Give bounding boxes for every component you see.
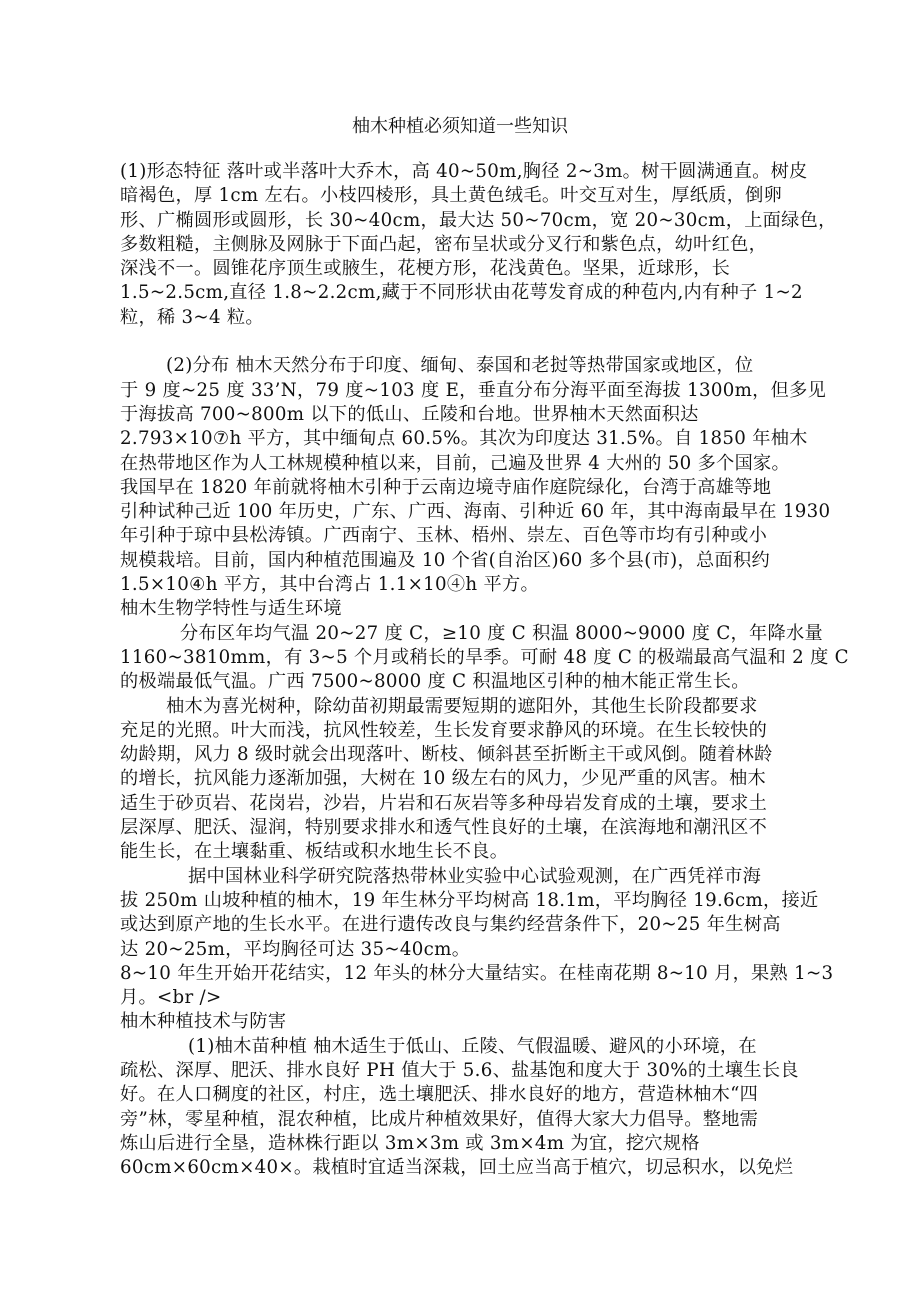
text-line: 1.5×10④h 平方，其中台湾占 1.1×10④h 平方。 xyxy=(120,574,539,596)
text-line: 幼龄期，风力 8 级时就会出现落叶、断枝、倾斜甚至折断主干或风倒。随着林龄 xyxy=(120,744,773,766)
text-line: 暗褐色，厚 1cm 左右。小枝四棱形，具土黄色绒毛。叶交互对生，厚纸质，倒卵 xyxy=(120,185,783,207)
text-line: 月。<br /> xyxy=(120,987,222,1009)
text-line: 拔 250m 山坡种植的柚木，19 年生林分平均树高 18.1m，平均胸径 19.6cm，接近 xyxy=(120,889,819,911)
text-line: 达 20~25m，平均胸径可达 35~40cm。 xyxy=(120,938,471,960)
text-line: 的极端最低气温。广西 7500~8000 度 C 积温地区引种的柚木能正常生长。 xyxy=(120,671,750,693)
text-line: 适生于砂页岩、花岗岩，沙岩，片岩和石灰岩等多种母岩发育成的土壤，要求土 xyxy=(120,792,768,814)
text-line: 年引种于琼中县松涛镇。广西南宁、玉林、梧州、崇左、百色等市均有引种或小 xyxy=(120,525,768,547)
text-line: (1)柚木苗种植 柚木适生于低山、丘陵、气假温暖、避风的小环境，在 xyxy=(188,1035,757,1057)
document-body xyxy=(120,160,849,1180)
text-line: 于海拔高 700~800m 以下的低山、丘陵和台地。世界柚木天然面积达 xyxy=(120,403,699,425)
text-line: 于 9 度~25 度 33’N，79 度~103 度 E，垂直分布分海平面至海拔 1300m，但多见 xyxy=(120,379,827,401)
text-line: 多数粗糙，主侧脉及网脉于下面凸起，密布呈状或分叉行和紫色点，幼叶红色， xyxy=(120,233,768,255)
text-line: 引种试种己近 100 年历史，广东、广西、海南、引种近 60 年，其中海南最早在 1930 xyxy=(120,501,831,523)
text-line: 充足的光照。叶大而浅，抗风性较差，生长发育要求静风的环境。在生长较快的 xyxy=(120,719,768,741)
text-line: 在热带地区作为人工林规模种植以来，目前，己遍及世界 4 大州的 50 多个国家。 xyxy=(120,452,791,474)
text-line: (1)形态特征 落叶或半落叶大乔木，高 40~50m,胸径 2~3m。树干圆满通直。树皮 xyxy=(120,161,808,182)
text-line: 能生长，在土壤黏重、板结或积水地生长不良。 xyxy=(120,841,509,863)
text-line: 旁”林，零星种植，混农种植，比成片种植效果好，值得大家大力倡导。整地需 xyxy=(120,1108,759,1130)
text-line: 我国早在 1820 年前就将柚木引种于云南边境寺庙作庭院绿化，台湾于高雄等地 xyxy=(120,476,772,498)
text-line: 8~10 年生开始开花结实，12 年头的林分大量结实。在桂南花期 8~10 月，果熟 1~3 xyxy=(120,962,834,984)
text-line: 或达到原产地的生长水平。在进行遗传改良与集约经营条件下，20~25 年生树高 xyxy=(120,914,781,936)
text-line: 2.793×10⑦h 平方，其中缅甸点 60.5%。其次为印度达 31.5%。自 1850 年柚木 xyxy=(120,428,808,450)
text-line: 深浅不一。圆锥花序顶生或腋生，花梗方形，花浅黄色。坚果，近球形，长 xyxy=(120,258,731,280)
text-line: 柚木生物学特性与适生环境 xyxy=(120,598,342,620)
text-line: 形、广椭圆形或圆形，长 30~40cm，最大达 50~70cm，宽 20~30cm，上面绿色， xyxy=(120,209,837,231)
text-line: (2)分布 柚木天然分布于印度、缅甸、泰国和老挝等热带国家或地区，位 xyxy=(166,355,754,377)
text-line: 炼山后进行全垦，造林株行距以 3m×3m 或 3m×4m 为宜，挖穴规格 xyxy=(120,1132,700,1154)
text-line: 据中国林业科学研究院落热带林业实验中心试验观测，在广西凭祥市海 xyxy=(188,865,762,887)
text-line: 柚木种植技术与防害 xyxy=(120,1011,287,1033)
text-line: 柚木为喜光树种，除幼苗初期最需要短期的遮阳外，其他生长阶段都要求 xyxy=(166,695,758,717)
text-line: 规模栽培。目前，国内种植范围遍及 10 个省(自治区)60 多个县(市)，总面积约 xyxy=(120,549,770,571)
text-line: 粒，稀 3~4 粒。 xyxy=(120,306,264,328)
text-line: 分布区年均气温 20~27 度 C，≥10 度 C 积温 8000~9000 度 C，年降水量 xyxy=(180,622,823,644)
text-line: 好。在人口稠度的社区，村庄，选土壤肥沃、排水良好的地方，营造林柚木“四 xyxy=(120,1084,759,1106)
text-line: 1160~3810mm，有 3~5 个月或稍长的旱季。可耐 48 度 C 的极端最高气温和 2 度 C xyxy=(120,646,849,668)
blank-line xyxy=(120,330,820,354)
text-line: 的增长，抗风能力逐渐加强，大树在 10 级左右的风力，少见严重的风害。柚木 xyxy=(120,768,766,790)
document-title: 柚木种植必须知道一些知识 xyxy=(352,116,568,137)
text-line: 1.5~2.5cm,直径 1.8~2.2cm,藏于不同形状由花萼发育成的种苞内,内有种子 1~2 xyxy=(120,282,803,304)
text-line: 层深厚、肥沃、湿润，特别要求排水和透气性良好的土壤，在滨海地和潮汛区不 xyxy=(120,817,768,839)
text-line: 疏松、深厚、肥沃、排水良好 PH 值大于 5.6、盐基饱和度大于 30%的土壤生长良 xyxy=(120,1059,799,1081)
text-line: 60cm×60cm×40×。栽植时宜适当深栽，回土应当高于植穴，切忌积水，以免烂 xyxy=(120,1157,794,1179)
